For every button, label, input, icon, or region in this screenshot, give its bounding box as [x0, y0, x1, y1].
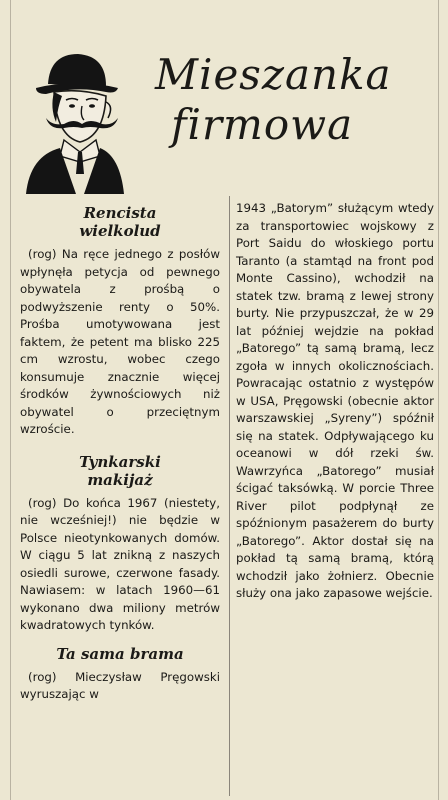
column-title-line2: firmowa: [171, 100, 354, 149]
mustached-man-illustration: [20, 44, 130, 194]
article-heading-line2: wielkolud: [79, 222, 161, 240]
column-divider: [229, 196, 230, 796]
article-body-rencista: [20, 246, 220, 439]
article-heading-line1: Tynkarski: [79, 452, 161, 471]
article-paragraph: 1943 „Batorym” służącym wtedy za transportowiec wojskowy z Port Saidu do włoskiego portu Taranto (a stamtąd na front pod Monte Cassino), wchodził na statek tzw. bramą z lewej strony burty. Nie przypuszczał, że w 29 lat później wejdzie na pokład „Batorego” tą samą bramą, lecz zgoła w innych okolicznościach. Powracając ostatnio z występów w USA, Pręgowski (obecnie aktor warszawskiej „Syreny”) spóźnił się na statek. Odpływającego ku oceanowi w dół rzeki św. Wawrzyńca „Batorego” musiał ścigać taksówką. W porcie Three River pilot podpłynął ze spóźnionym pasażerem do burty „Batorego”. Aktor dostał się na pokład tą samą bramą, którą wchodził jako żołnierz. Obecnie służy ona jako zapasowe wejście.: [236, 201, 434, 600]
article-heading-rencista: [20, 204, 220, 240]
article-body-ta-sama-brama-cont: [236, 200, 434, 603]
left-column: [20, 200, 220, 704]
article-heading-ta-sama-brama: [20, 645, 220, 663]
column-title-line1: Mieszanka: [155, 50, 392, 99]
column-title: [145, 50, 435, 150]
article-heading-line1: Ta sama brama: [56, 644, 184, 663]
page-edge-left: [10, 0, 11, 800]
article-body-tynkarski: [20, 495, 220, 635]
article-paragraph: (rog) Do końca 1967 (niestety, nie wcześniej!) nie będzie w Polsce nieotynkowanych domów. W ciągu 5 lat znikną z naszych osiedli surowe, czerwone fasady. Nawiasem: w latach 1960—61 wykonano dwa miliony metrów kwadratowych tynków.: [20, 495, 220, 632]
article-heading-line1: Rencista: [83, 204, 157, 222]
article-paragraph: (rog) Mieczysław Pręgowski wyruszając w: [20, 669, 220, 701]
article-body-ta-sama-brama-start: [20, 669, 220, 704]
article-paragraph: (rog) Na ręce jednego z posłów wpłynęła petycja od pewnego obywatela z prośbą o podwyższenie renty o 50%. Prośba umotywowana jest faktem, że petent ma blisko 225 cm wzrostu, wobec czego konsumuje znacznie więcej środków żywnościowych niż obywatel o przeciętnym wzroście.: [20, 247, 220, 436]
right-column: [236, 200, 434, 603]
column-header: [20, 44, 440, 194]
article-heading-line2: makijaż: [87, 470, 153, 489]
article-heading-tynkarski: [20, 453, 220, 489]
